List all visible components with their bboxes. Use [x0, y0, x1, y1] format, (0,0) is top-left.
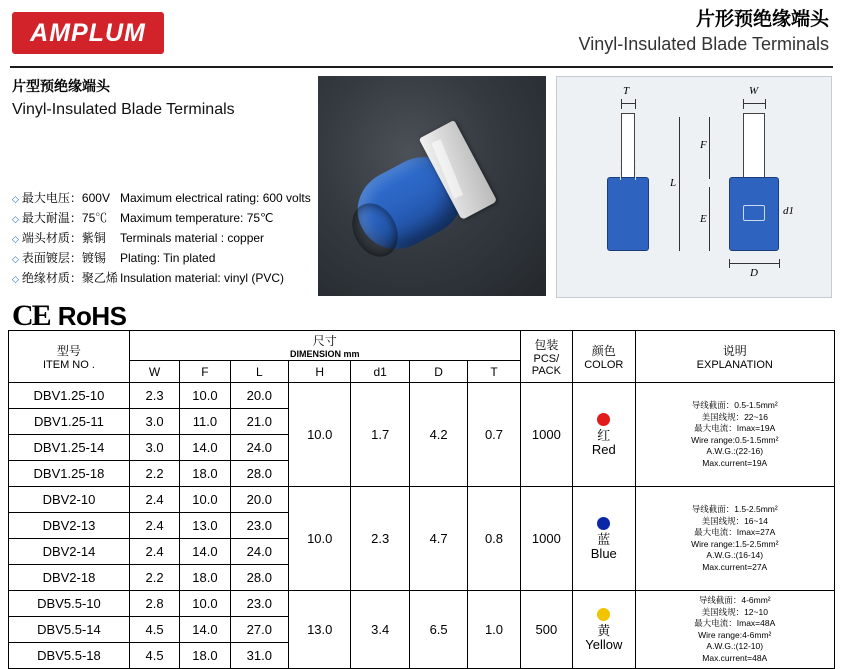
- spec-row: [12, 189, 312, 209]
- technical-drawing: [556, 76, 832, 298]
- cell-model: DBV2-13: [9, 513, 130, 539]
- header-title-en: Vinyl-Insulated Blade Terminals: [578, 34, 829, 54]
- dim-tick: [743, 99, 744, 109]
- spec-label-cn: ◇ 绝缘材质：聚乙烯: [12, 271, 118, 285]
- col-header-dimension-en: DIMENSION mm: [290, 349, 360, 359]
- table-row: [9, 591, 835, 617]
- cell-color: [573, 487, 635, 591]
- cell-model: DBV1.25-18: [9, 461, 130, 487]
- dim-label-l: L: [670, 177, 677, 189]
- specification-table: [8, 330, 835, 669]
- dim-line-t: [621, 103, 635, 104]
- bullet-icon: ◇: [12, 254, 19, 264]
- cell-w: 2.8: [129, 591, 179, 617]
- table-row: [9, 487, 835, 513]
- dim-tick: [779, 259, 780, 268]
- header-titles: [579, 8, 829, 56]
- expl-line: Max.current=27A: [702, 561, 768, 572]
- cell-f: 18.0: [180, 565, 230, 591]
- page-header: [0, 0, 843, 68]
- cell-l: 20.0: [230, 383, 288, 409]
- dim-line-l: [679, 117, 680, 251]
- spec-label-cn: ◇ 表面镀层：镀锡: [12, 251, 106, 265]
- bullet-icon: ◇: [12, 234, 19, 244]
- expl-line: 美国线规：16~14: [701, 515, 768, 526]
- certification-marks: [12, 299, 312, 333]
- color-name-en: Blue: [590, 545, 617, 561]
- col-header-explanation: [635, 331, 834, 383]
- cell-explanation: [635, 487, 834, 591]
- dim-line-f: [709, 117, 710, 179]
- drawing-right-hole: [743, 205, 765, 221]
- col-header-dimension-cn: 尺寸: [312, 334, 337, 348]
- cell-d1: 3.4: [351, 591, 409, 669]
- cell-f: 18.0: [180, 643, 230, 669]
- expl-line: Wire range:0.5-1.5mm²: [691, 434, 779, 445]
- expl-line: Wire range:4-6mm²: [698, 629, 772, 640]
- cell-explanation: [635, 383, 834, 487]
- col-header-t: T: [468, 361, 520, 383]
- spec-list: [12, 189, 312, 289]
- cell-f: 18.0: [180, 461, 230, 487]
- dim-label-d1: d1: [783, 205, 794, 217]
- spec-row: [12, 209, 312, 229]
- cell-l: 21.0: [230, 409, 288, 435]
- col-header-color: [573, 331, 635, 383]
- dim-tick: [765, 99, 766, 109]
- cell-t: 0.8: [468, 487, 520, 591]
- expl-line: A.W.G.:(22-16): [706, 446, 764, 456]
- expl-line: 导线截面：4-6mm²: [698, 595, 771, 605]
- spec-label-en: Maximum temperature: 75℃: [120, 211, 274, 225]
- color-name-cn: 黄: [597, 622, 611, 638]
- cell-w: 3.0: [129, 435, 179, 461]
- brand-logo-text: AMPLUM: [30, 18, 146, 47]
- ce-mark-icon: CE: [12, 299, 50, 332]
- product-name-en: Vinyl-Insulated Blade Terminals: [12, 101, 235, 118]
- dim-label-w: W: [749, 85, 759, 97]
- cell-l: 23.0: [230, 513, 288, 539]
- dim-label-e: E: [700, 213, 707, 225]
- expl-line: 最大电流：Imax=48A: [694, 618, 776, 628]
- cell-d1: 1.7: [351, 383, 409, 487]
- col-header-dimension: [129, 331, 520, 361]
- cell-model: DBV5.5-18: [9, 643, 130, 669]
- col-header-w: W: [129, 361, 179, 383]
- cell-l: 31.0: [230, 643, 288, 669]
- cell-l: 20.0: [230, 487, 288, 513]
- col-header-f: F: [180, 361, 230, 383]
- col-header-pack-en: PCS/: [533, 353, 560, 365]
- cell-model: DBV5.5-10: [9, 591, 130, 617]
- col-header-color-cn: 颜色: [591, 344, 616, 358]
- cell-pack: 500: [520, 591, 572, 669]
- expl-line: 最大电流：Imax=27A: [694, 527, 776, 537]
- color-swatch-icon: [597, 517, 610, 530]
- cell-d: 4.7: [409, 487, 467, 591]
- col-header-explanation-en: EXPLANATION: [696, 359, 773, 371]
- cell-d: 4.2: [409, 383, 467, 487]
- cell-w: 2.4: [129, 539, 179, 565]
- cell-h: 10.0: [289, 383, 351, 487]
- cell-h: 13.0: [289, 591, 351, 669]
- col-header-h: H: [289, 361, 351, 383]
- cell-w: 2.2: [129, 565, 179, 591]
- product-photo: [318, 76, 546, 296]
- cell-model: DBV1.25-11: [9, 409, 130, 435]
- col-header-d: D: [409, 361, 467, 383]
- col-header-pack: [520, 331, 572, 383]
- cell-model: DBV1.25-10: [9, 383, 130, 409]
- color-name-en: Yellow: [585, 636, 623, 652]
- cell-w: 2.4: [129, 513, 179, 539]
- spec-label-cn: ◇ 端头材质：紫铜: [12, 231, 106, 245]
- cell-pack: 1000: [520, 487, 572, 591]
- drawing-right-blade: [743, 113, 765, 179]
- cell-f: 10.0: [180, 591, 230, 617]
- spec-row: [12, 229, 312, 249]
- dim-line-w: [743, 103, 765, 104]
- bullet-icon: ◇: [12, 214, 19, 224]
- cell-model: DBV1.25-14: [9, 435, 130, 461]
- table-body: [9, 383, 835, 669]
- expl-line: 最大电流：Imax=19A: [694, 423, 776, 433]
- col-header-d1: d1: [351, 361, 409, 383]
- rohs-mark-icon: RoHS: [57, 300, 127, 331]
- cell-l: 23.0: [230, 591, 288, 617]
- cell-model: DBV5.5-14: [9, 617, 130, 643]
- cell-f: 14.0: [180, 539, 230, 565]
- color-name-cn: 蓝: [597, 531, 611, 547]
- cell-f: 14.0: [180, 435, 230, 461]
- header-title-cn: 片形预绝缘端头: [695, 9, 829, 30]
- brand-logo: [12, 12, 164, 54]
- dim-tick: [729, 259, 730, 268]
- spec-label-en: Plating: Tin plated: [120, 251, 216, 265]
- dim-line-d: [729, 263, 779, 264]
- color-swatch-icon: [597, 608, 610, 621]
- color-name-en: Red: [591, 441, 616, 457]
- table-header: [9, 331, 835, 383]
- cell-w: 2.3: [129, 383, 179, 409]
- cell-model: DBV2-18: [9, 565, 130, 591]
- dim-label-f: F: [700, 139, 707, 151]
- cell-color: [573, 591, 635, 669]
- col-header-pack-en2: PACK: [531, 365, 561, 377]
- cell-explanation: [635, 591, 834, 669]
- spec-label-en: Insulation material: vinyl (PVC): [120, 271, 285, 285]
- cell-model: DBV2-10: [9, 487, 130, 513]
- dim-tick: [621, 99, 622, 109]
- cell-l: 27.0: [230, 617, 288, 643]
- cell-w: 2.4: [129, 487, 179, 513]
- dim-tick: [635, 99, 636, 109]
- cell-w: 3.0: [129, 409, 179, 435]
- color-swatch-icon: [597, 413, 610, 426]
- cell-f: 10.0: [180, 383, 230, 409]
- content-area: [0, 68, 843, 332]
- spec-row: [12, 249, 312, 269]
- cell-l: 24.0: [230, 539, 288, 565]
- cell-f: 11.0: [180, 409, 230, 435]
- cell-f: 10.0: [180, 487, 230, 513]
- cell-model: DBV2-14: [9, 539, 130, 565]
- dim-label-d: D: [750, 267, 758, 279]
- expl-line: 美国线规：12~10: [701, 606, 768, 617]
- col-header-color-en: COLOR: [584, 359, 624, 371]
- expl-line: 美国线规：22~16: [701, 411, 768, 422]
- expl-line: Wire range:1.5-2.5mm²: [691, 538, 779, 549]
- product-info: [12, 76, 312, 333]
- cell-w: 2.2: [129, 461, 179, 487]
- col-header-l: L: [230, 361, 288, 383]
- cell-f: 13.0: [180, 513, 230, 539]
- spec-label-en: Terminals material : copper: [120, 231, 265, 245]
- col-header-model-cn: 型号: [56, 344, 81, 358]
- spec-label-cn: ◇ 最大电压：600V: [12, 191, 110, 205]
- product-name-cn: 片型预绝缘端头: [12, 78, 110, 94]
- dim-label-t: T: [623, 85, 630, 97]
- cell-color: [573, 383, 635, 487]
- cell-t: 1.0: [468, 591, 520, 669]
- cell-h: 10.0: [289, 487, 351, 591]
- dim-line-e: [709, 187, 710, 251]
- expl-line: Max.current=48A: [702, 652, 768, 663]
- expl-line: A.W.G.:(16-14): [706, 550, 764, 560]
- table-row: [9, 383, 835, 409]
- cell-w: 4.5: [129, 643, 179, 669]
- cell-d1: 2.3: [351, 487, 409, 591]
- spec-label-cn: ◇ 最大耐温：75℃: [12, 211, 108, 225]
- col-header-model: [9, 331, 130, 383]
- expl-line: A.W.G.:(12-10): [706, 641, 764, 651]
- expl-line: 导线截面：0.5-1.5mm²: [691, 400, 778, 410]
- cell-t: 0.7: [468, 383, 520, 487]
- bullet-icon: ◇: [12, 194, 19, 204]
- expl-line: Max.current=19A: [702, 457, 768, 468]
- cell-w: 4.5: [129, 617, 179, 643]
- expl-line: 导线截面：1.5-2.5mm²: [691, 504, 778, 514]
- col-header-explanation-cn: 说明: [722, 344, 747, 358]
- cell-f: 14.0: [180, 617, 230, 643]
- color-name-cn: 红: [597, 427, 611, 443]
- col-header-model-en: ITEM NO .: [42, 359, 95, 371]
- cell-l: 28.0: [230, 461, 288, 487]
- cell-d: 6.5: [409, 591, 467, 669]
- col-header-pack-cn: 包装: [534, 338, 559, 352]
- spec-row: [12, 269, 312, 289]
- cell-pack: 1000: [520, 383, 572, 487]
- spec-label-en: Maximum electrical rating: 600 volts: [120, 191, 311, 205]
- drawing-left-body: [607, 177, 649, 251]
- cell-l: 24.0: [230, 435, 288, 461]
- bullet-icon: ◇: [12, 274, 19, 284]
- cell-l: 28.0: [230, 565, 288, 591]
